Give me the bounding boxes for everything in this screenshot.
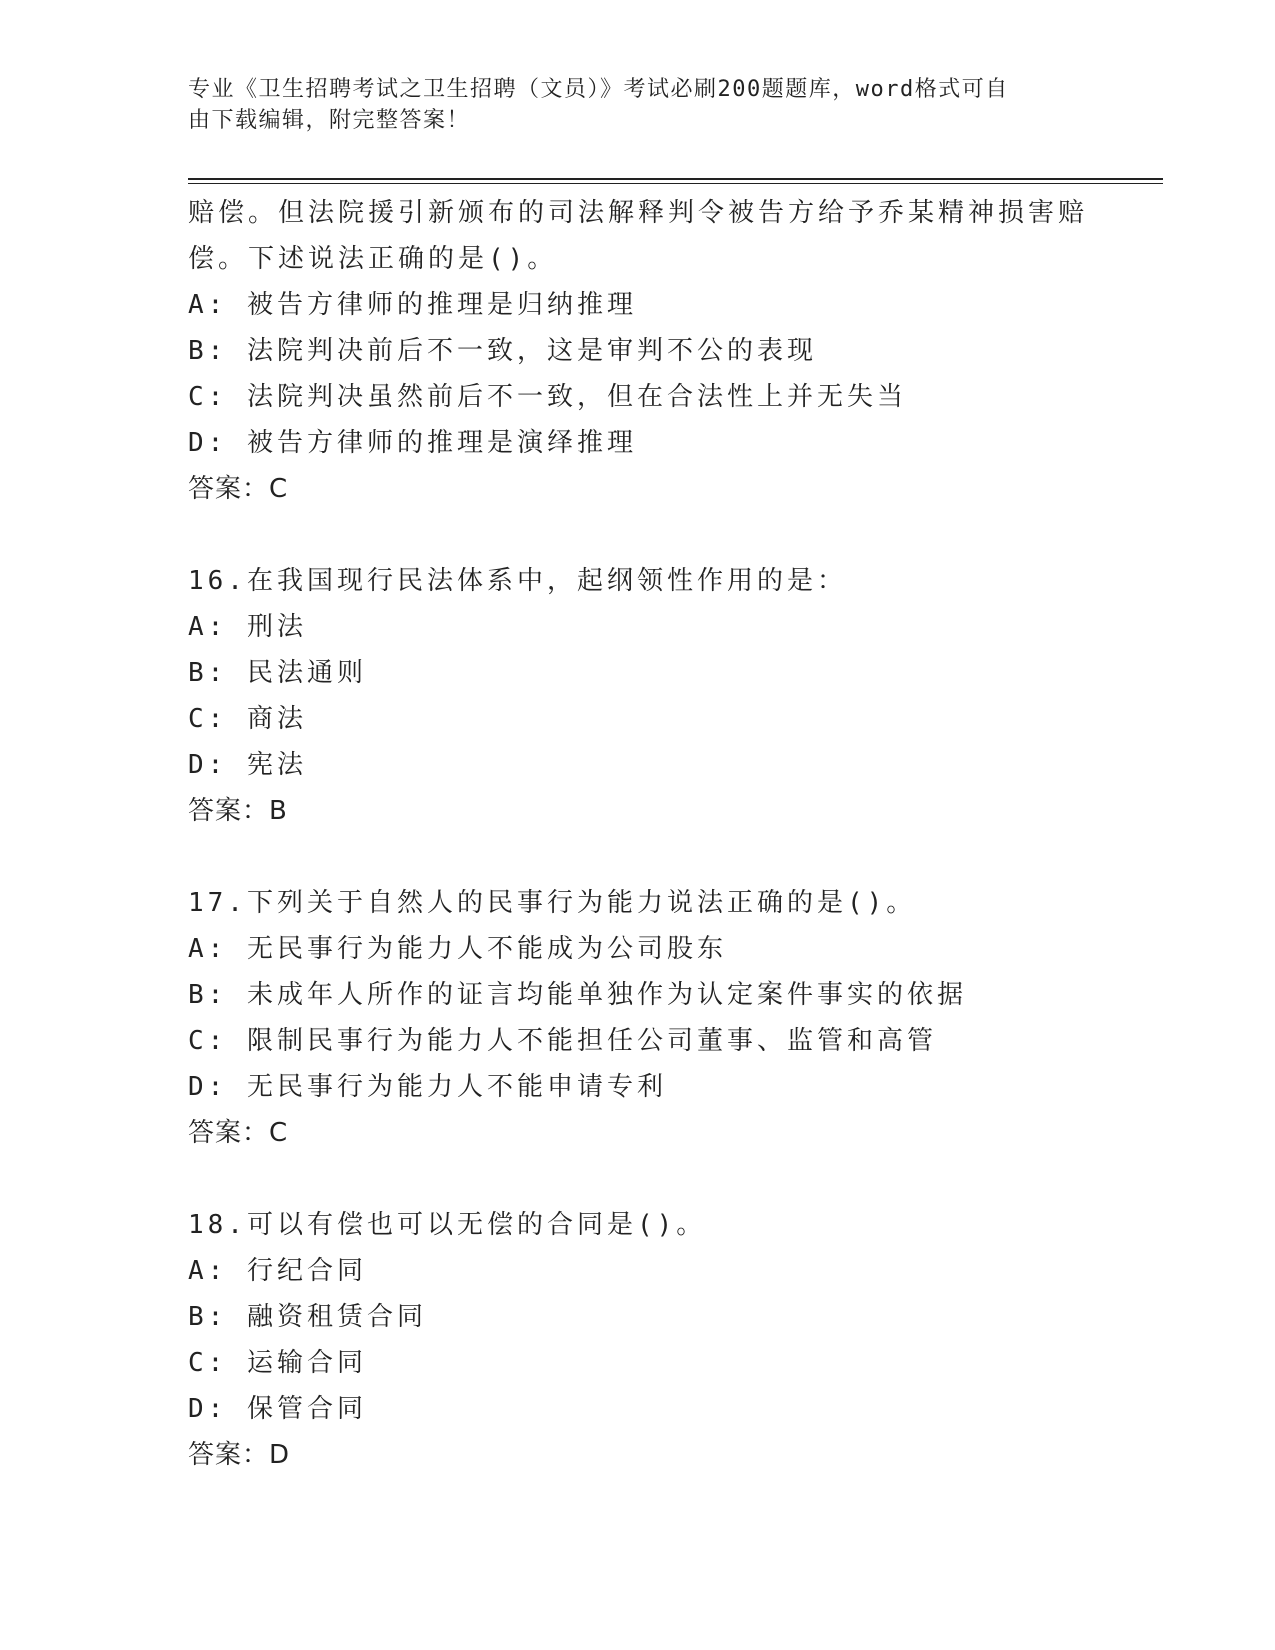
option-b: B: 法院判决前后不一致，这是审判不公的表现 xyxy=(188,336,817,366)
answer-line: 答案：C xyxy=(188,474,289,504)
option-b: B: 未成年人所作的证言均能单独作为认定案件事实的依据 xyxy=(188,980,967,1010)
answer-line: 答案：C xyxy=(188,1118,289,1148)
spacer xyxy=(188,512,1088,558)
option-c: C: 商法 xyxy=(188,704,307,734)
option-a: A: 行纪合同 xyxy=(188,1256,367,1286)
option-d: D: 无民事行为能力人不能申请专利 xyxy=(188,1072,667,1102)
question-stem: 16.在我国现行民法体系中，起纲领性作用的是： xyxy=(188,566,847,596)
header-divider-thin xyxy=(188,183,1163,184)
option-d: D: 保管合同 xyxy=(188,1394,367,1424)
question-stem: 18.可以有偿也可以无偿的合同是()。 xyxy=(188,1210,707,1240)
option-c: C: 法院判决虽然前后不一致，但在合法性上并无失当 xyxy=(188,382,907,412)
option-d: D: 宪法 xyxy=(188,750,307,780)
header-divider-thick xyxy=(188,178,1163,180)
option-c: C: 运输合同 xyxy=(188,1348,367,1378)
option-a: A: 无民事行为能力人不能成为公司股东 xyxy=(188,934,727,964)
document-header xyxy=(188,74,1068,136)
option-a: A: 刑法 xyxy=(188,612,307,642)
question-stem: 赔偿。但法院援引新颁布的司法解释判令被告方给予乔某精神损害赔 xyxy=(188,198,1089,228)
spacer xyxy=(188,834,1088,880)
header-line-1: 专业《卫生招聘考试之卫生招聘（文员）》考试必刷200题题库，word格式可自 xyxy=(188,77,1009,102)
option-c: C: 限制民事行为能力人不能担任公司董事、监管和高管 xyxy=(188,1026,937,1056)
answer-line: 答案：B xyxy=(188,796,288,826)
answer-line: 答案：D xyxy=(188,1440,291,1470)
option-d: D: 被告方律师的推理是演绎推理 xyxy=(188,428,637,458)
spacer xyxy=(188,1156,1088,1202)
question-stem: 偿。下述说法正确的是()。 xyxy=(188,244,558,274)
question-stem: 17.下列关于自然人的民事行为能力说法正确的是()。 xyxy=(188,888,917,918)
question-16 xyxy=(188,558,1088,834)
question-15-continuation xyxy=(188,190,1088,512)
option-b: B: 民法通则 xyxy=(188,658,367,688)
question-18 xyxy=(188,1202,1088,1478)
header-line-2: 由下载编辑，附完整答案！ xyxy=(188,108,471,133)
question-17 xyxy=(188,880,1088,1156)
question-list xyxy=(188,190,1088,1478)
option-b: B: 融资租赁合同 xyxy=(188,1302,427,1332)
option-a: A: 被告方律师的推理是归纳推理 xyxy=(188,290,637,320)
